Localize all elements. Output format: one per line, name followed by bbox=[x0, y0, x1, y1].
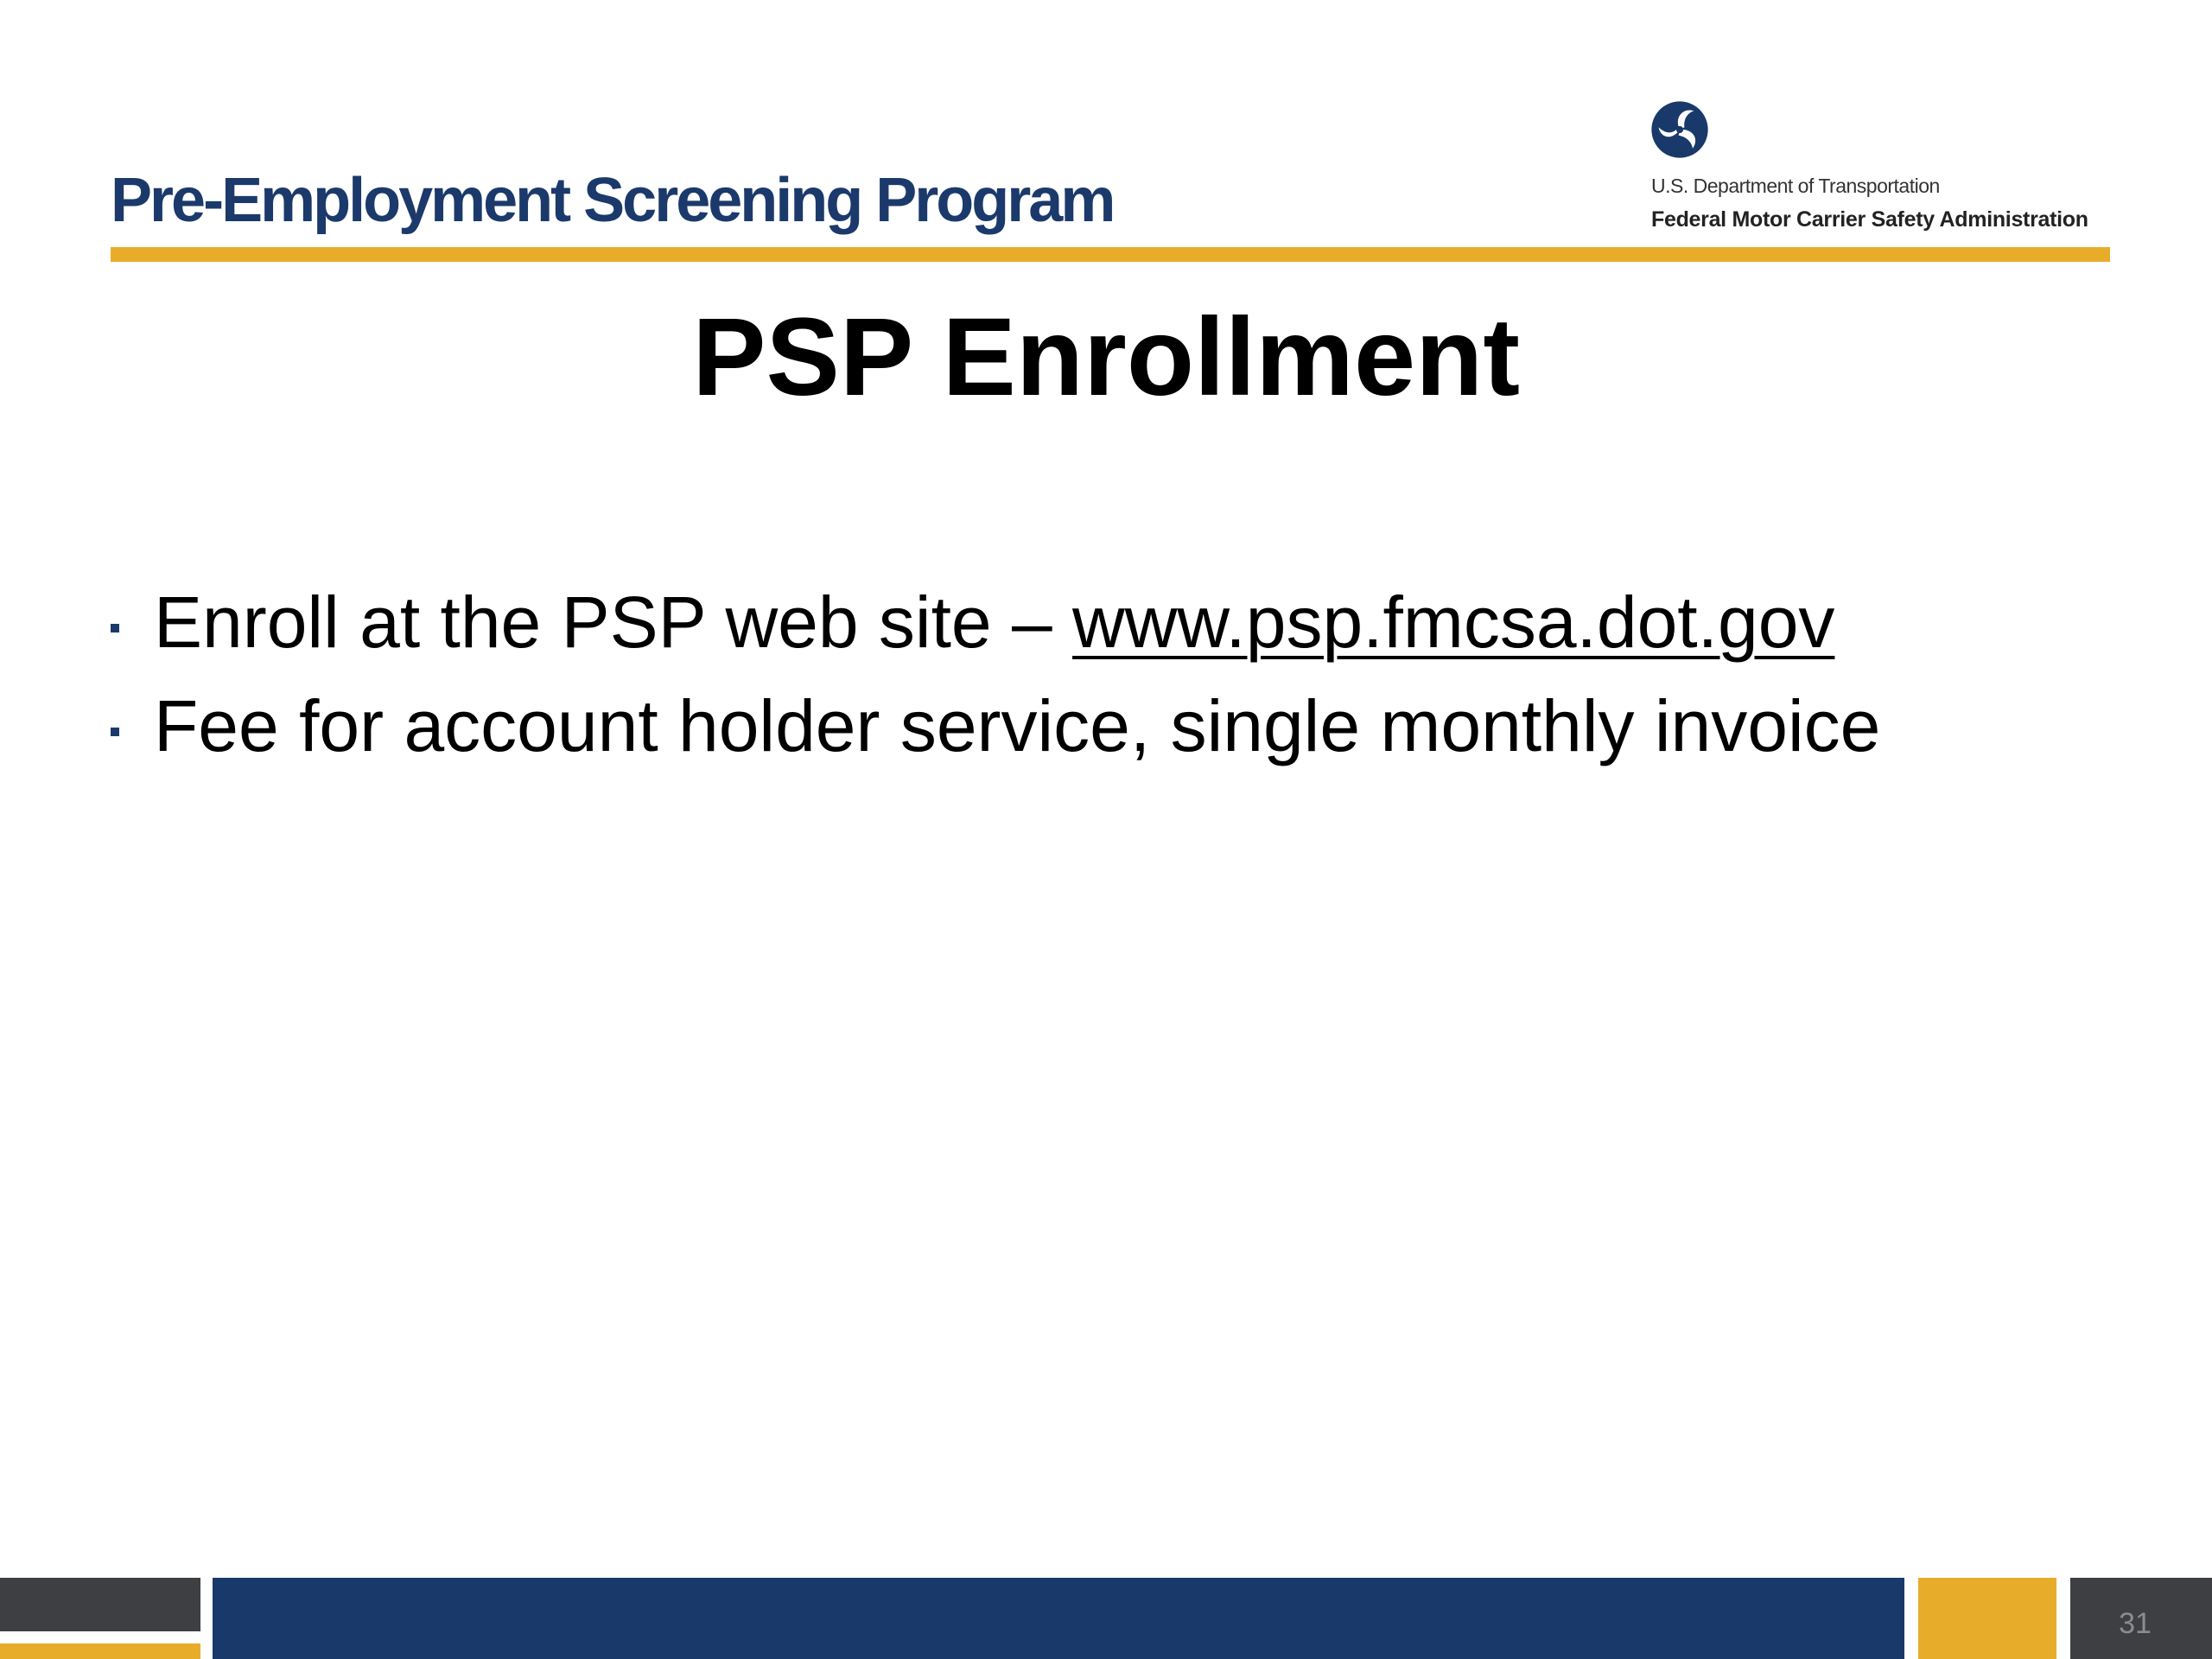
bullet-item bbox=[111, 570, 1880, 674]
bullet-list bbox=[111, 570, 1880, 778]
agency-department: U.S. Department of Transportation bbox=[1651, 175, 1940, 197]
usdot-logo-icon bbox=[1650, 100, 1709, 159]
bullet-text: Enroll at the PSP web site – bbox=[154, 581, 1073, 663]
bullet-item bbox=[111, 674, 1880, 778]
header-divider bbox=[111, 247, 2110, 262]
bullet-square-icon bbox=[111, 624, 119, 632]
bullet-square-icon bbox=[111, 728, 119, 736]
footer-gold-block-right bbox=[1918, 1578, 2056, 1659]
page-number: 31 bbox=[2119, 1607, 2152, 1640]
slide-title: PSP Enrollment bbox=[692, 296, 1520, 419]
program-title: Pre-Employment Screening Program bbox=[111, 166, 1114, 235]
psp-website-link[interactable]: www.psp.fmcsa.dot.gov bbox=[1072, 581, 1835, 663]
footer-navy-bar bbox=[213, 1578, 1904, 1659]
bullet-text: Fee for account holder service, single monthly invoice bbox=[154, 684, 1881, 766]
agency-administration: Federal Motor Carrier Safety Administration bbox=[1651, 207, 2088, 232]
footer-gray-block-left bbox=[0, 1578, 200, 1631]
footer-gold-stripe-left bbox=[0, 1643, 200, 1659]
